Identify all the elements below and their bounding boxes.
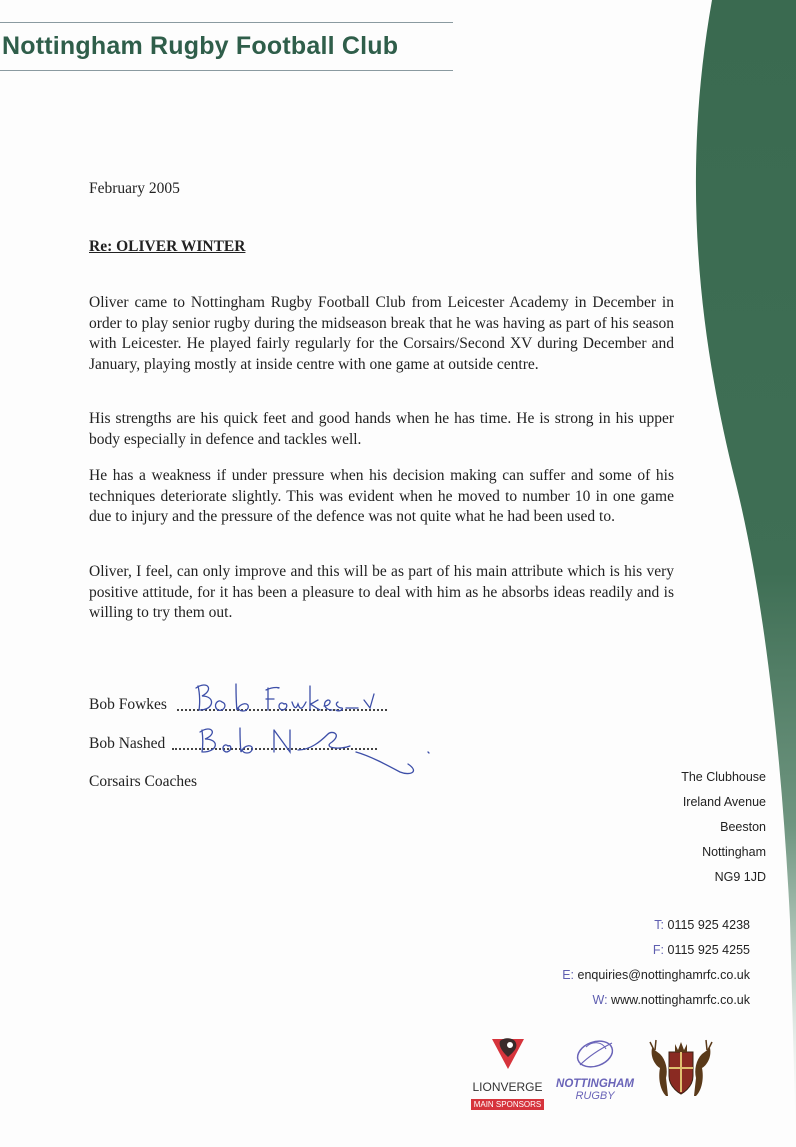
address-line-2: Ireland Avenue (682, 795, 766, 809)
contact-phone (562, 918, 750, 943)
main-sponsors-badge: MAIN SPONSORS (471, 1099, 545, 1110)
paragraph-3: He has a weakness if under pressure when his decision making can suffer and some of his techniques deteriorate slightly. This was evident when he moved to number 10 in one game due to injury and the pressure of the defence was not quite what he had been used to. (89, 467, 674, 525)
address-line-4: Nottingham (702, 845, 766, 859)
header-rule-top (0, 22, 453, 23)
email-label: E: (562, 968, 575, 982)
rugby-ball-icon (572, 1035, 618, 1073)
nrfc-name-line2: RUGBY (575, 1090, 615, 1102)
signatory-role: Corsairs Coaches (89, 773, 198, 790)
contact-details (562, 918, 750, 1018)
phone-label: T: (654, 918, 665, 932)
club-crest-icon (646, 1038, 716, 1103)
web-link[interactable]: www.nottinghamrfc.co.uk (611, 993, 750, 1007)
contact-email (562, 968, 750, 993)
lionverge-lion-icon (488, 1035, 528, 1073)
web-label: W: (592, 993, 608, 1007)
nottingham-rugby-logo (555, 1035, 635, 1102)
letter-subject: Re: OLIVER WINTER (89, 238, 246, 255)
email-link[interactable]: enquiries@nottinghamrfc.co.uk (577, 968, 750, 982)
contact-web (562, 993, 750, 1018)
club-name-heading: Nottingham Rugby Football Club (2, 32, 399, 60)
address-line-3: Beeston (720, 820, 766, 834)
phone-value: 0115 925 4238 (667, 918, 750, 932)
nrfc-name-line1: NOTTINGHAM (556, 1078, 634, 1090)
paragraph-1: Oliver came to Nottingham Rugby Football Club from Leicester Academy in December in order to play senior rugby during the midseason break that he was having as part of his season with Leicester. He played fairly regularly for the Corsairs/Second XV during December and January, playing mostly at inside centre with one game at outside centre. (89, 294, 674, 373)
letter-date: February 2005 (89, 180, 180, 197)
header-rule-bottom (0, 70, 453, 71)
lionverge-name: LIONVERGE (472, 1080, 543, 1094)
address-line-1: The Clubhouse (681, 770, 766, 784)
lionverge-logo (465, 1035, 550, 1112)
sponsor-logos (460, 1035, 730, 1110)
address-line-5: NG9 1JD (714, 870, 766, 884)
handwritten-signatures (170, 672, 440, 787)
contact-fax (562, 943, 750, 968)
fax-value: 0115 925 4255 (667, 943, 750, 957)
fax-label: F: (652, 943, 665, 957)
paragraph-4: Oliver, I feel, can only improve and this will be as part of his main attribute which is his very positive attitude, for it has been a pleasure to deal with him as he absorbs ideas readily and is willing to try them out. (89, 563, 674, 621)
signatory-2-name: Bob Nashed (89, 735, 166, 752)
club-address (681, 770, 766, 895)
signatory-1-name: Bob Fowkes (89, 696, 167, 713)
paragraph-2: His strengths are his quick feet and good hands when he has time. He is strong in his upper body especially in defence and tackles well. (89, 410, 674, 448)
